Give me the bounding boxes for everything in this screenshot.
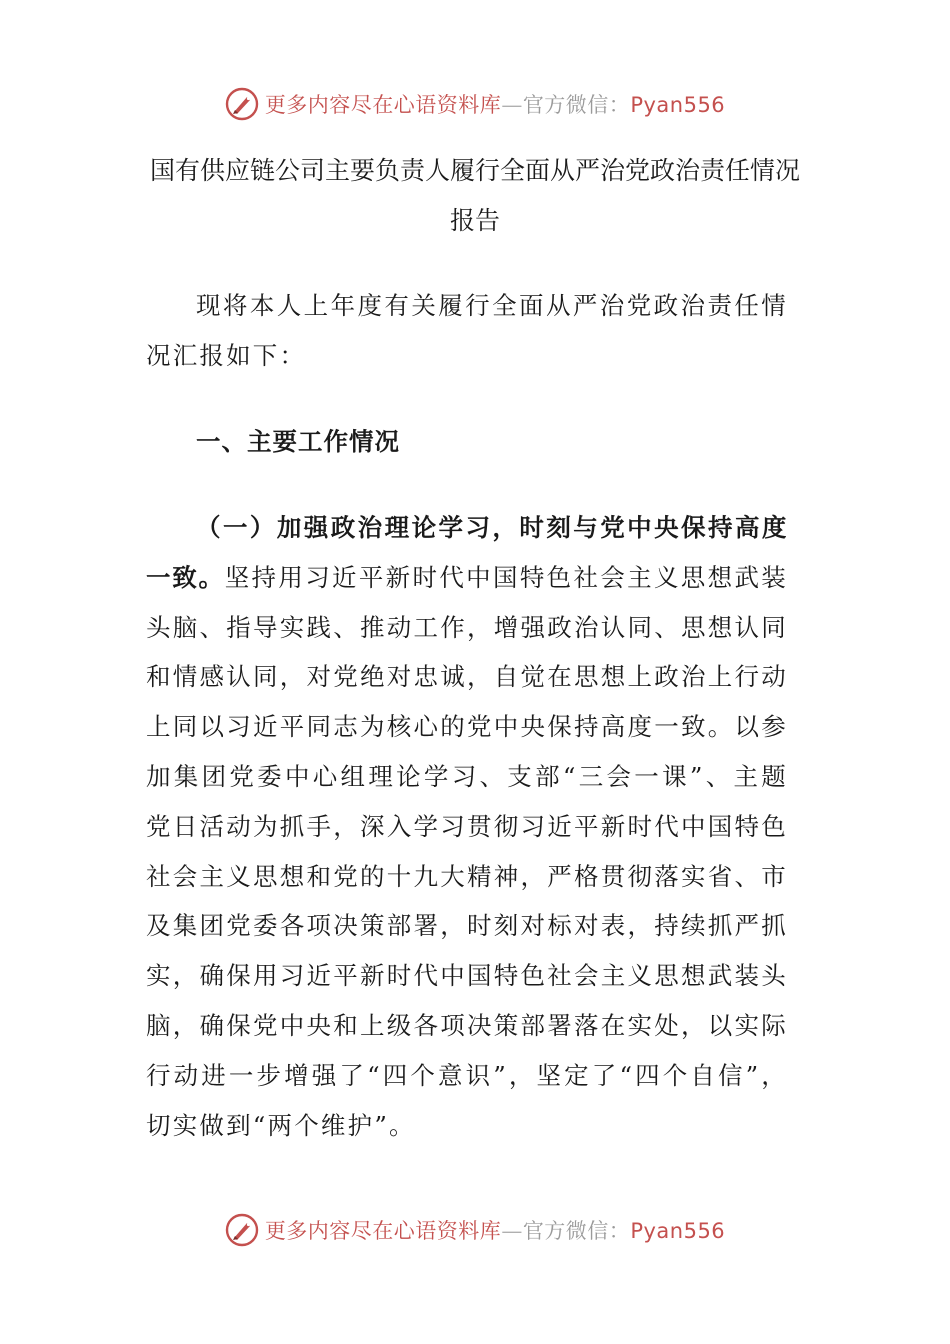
pen-nib-seal-icon [225, 1213, 259, 1247]
watermark-text: 更多内容尽在心语资料库 [264, 1219, 502, 1243]
watermark-separator: — [501, 93, 523, 117]
watermark-text-group [265, 89, 725, 119]
watermark-label: 官方微信： [522, 93, 631, 117]
paragraph-1 [146, 503, 788, 1150]
watermark-text: 更多内容尽在心语资料库 [264, 93, 502, 117]
document-title: 国有供应链公司主要负责人履行全面从严治党政治责任情况报告 [149, 156, 800, 235]
watermark-text-group [265, 1215, 725, 1245]
watermark-wechat-id: Pyan556 [630, 1219, 726, 1243]
intro-paragraph: 现将本人上年度有关履行全面从严治党政治责任情况汇报如下： [146, 291, 788, 370]
watermark-wechat-id: Pyan556 [630, 93, 726, 117]
paragraph-1-body: 坚持用习近平新时代中国特色社会主义思想武装头脑、指导实践、推动工作，增强政治认同、思想认同和情感认同，对党绝对忠诚，自觉在思想上政治上行动上同以习近平同志为核心的党中央保持高度一致。以参加集团党委中心组理论学习、支部“三会一课”、主题党日活动为抓手，深入学习贯彻习近平新时代中国特色社会主义思想和党的十九大精神，严格贯彻落实省、市及集团党委各项决策部署，时刻对标对表，持续抓严抓实，确保用习近平新时代中国特色社会主义思想武装头脑，确保党中央和上级各项决策部署落在实处，以实际行动进一步增强了“四个意识”，坚定了“四个自信”，切实做到“两个维护”。 [146, 562, 788, 1140]
watermark-separator: — [501, 1219, 523, 1243]
section-heading: 一、主要工作情况 [196, 427, 400, 456]
watermark-banner-top [0, 82, 950, 126]
watermark-banner-bottom [0, 1208, 950, 1252]
watermark-label: 官方微信： [522, 1219, 631, 1243]
paragraph-1-lead: （一）加强政治理论学习，时刻与党中央保持高度一致。 [146, 513, 788, 592]
pen-nib-seal-icon [225, 87, 259, 121]
